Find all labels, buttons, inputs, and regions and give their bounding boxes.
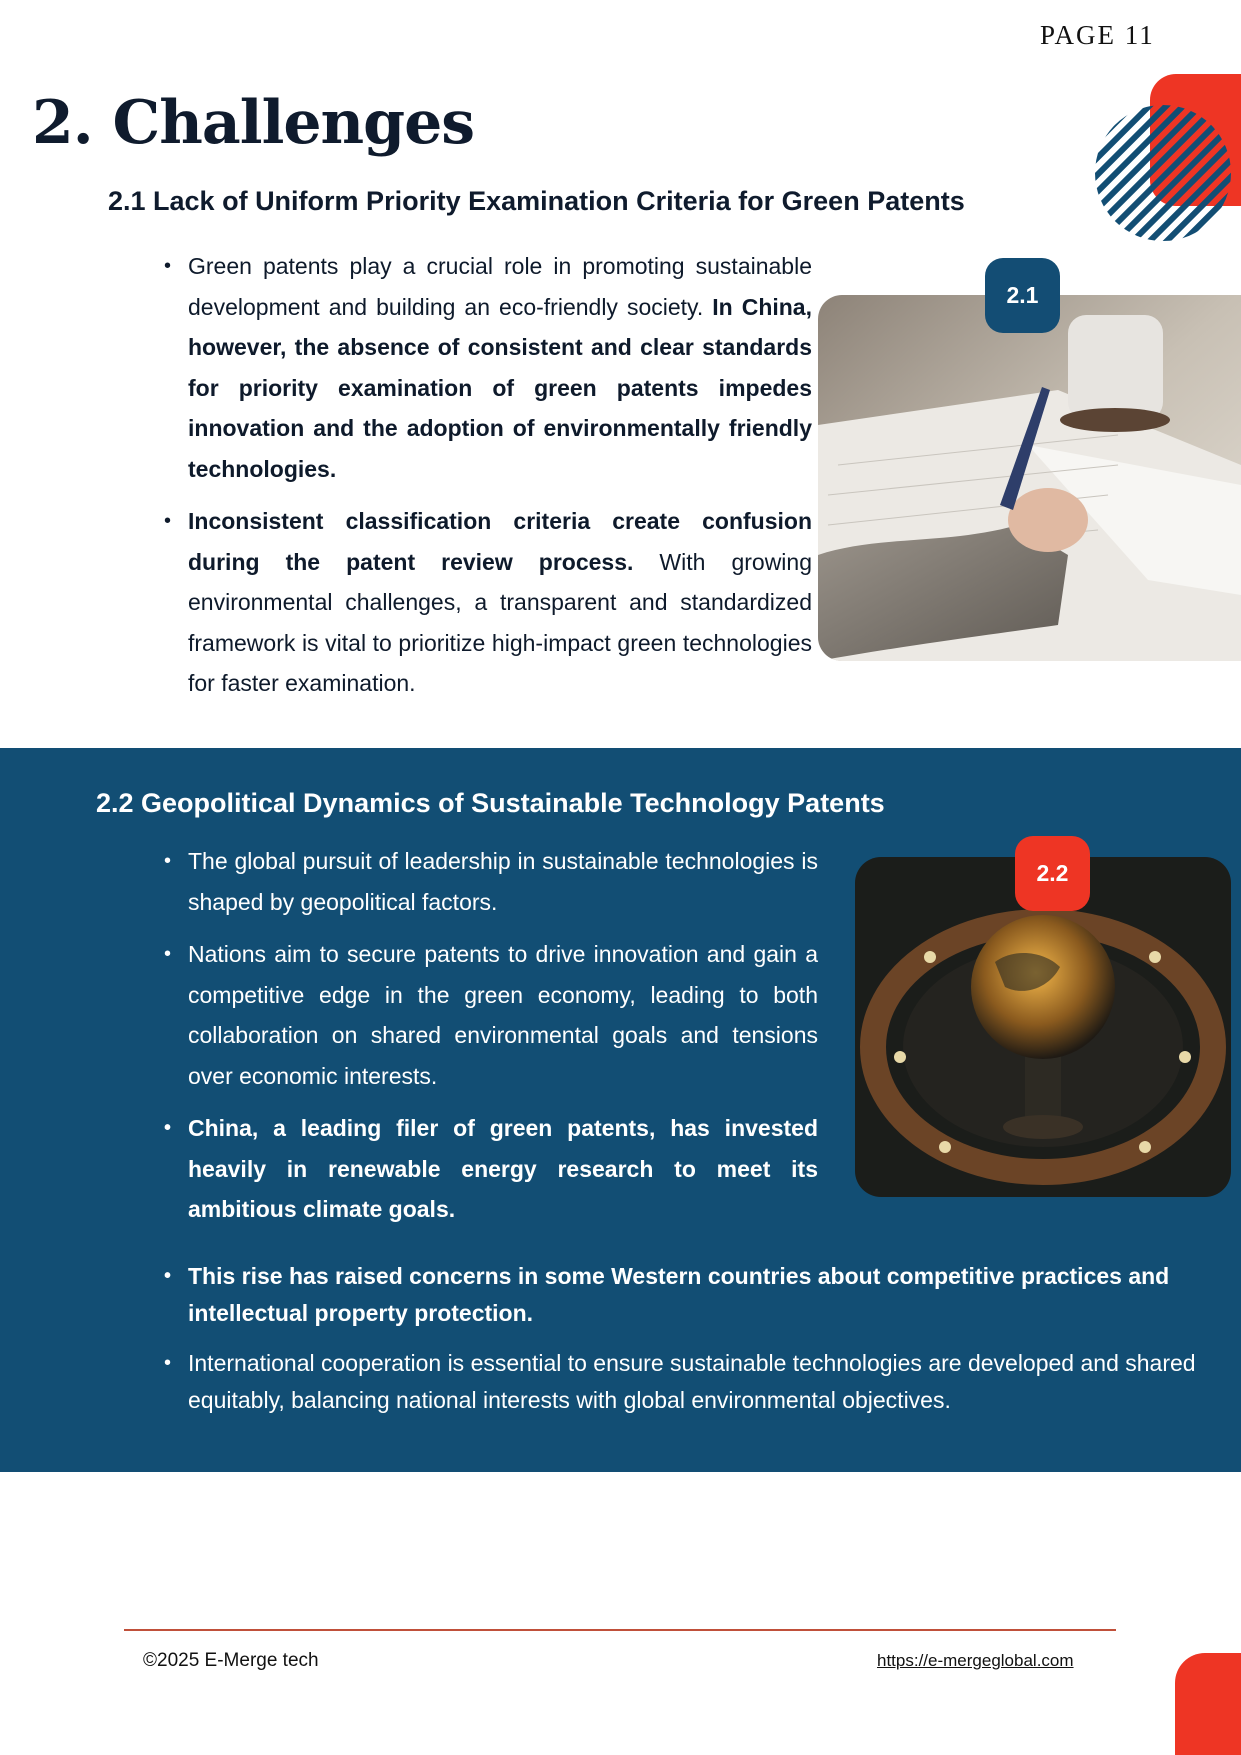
page-title: 2. Challenges: [32, 88, 475, 158]
section-2-1-heading: 2.1 Lack of Uniform Priority Examination Criteria for Green Patents: [108, 186, 965, 216]
footer-divider: [124, 1629, 1116, 1631]
writing-hand-photo: [818, 295, 1241, 661]
striped-circle-decoration: [1095, 105, 1231, 241]
decorative-red-corner: [1175, 1653, 1241, 1755]
list-item: • The global pursuit of leadership in sustainable technologies is shaped by geopolitical factors.: [188, 841, 818, 922]
section-2-1-bullets: [160, 246, 812, 716]
list-item: • Nations aim to secure patents to drive innovation and gain a competitive edge in the green economy, leading to both collaboration on shared environmental goals and tensions over economic interests.: [188, 934, 818, 1096]
list-item: • Green patents play a crucial role in promoting sustainable development and building an eco-friendly society. In China, however, the absence of consistent and clear standards for priority examination of green patents impedes innovation and the adoption of environmentally friendly technologies.: [188, 246, 812, 489]
section-2-2-badge: 2.2: [1015, 836, 1090, 911]
section-2-2-bullets: [160, 841, 818, 1242]
list-item: • This rise has raised concerns in some Western countries about competitive practices and intellectual property protection.: [188, 1258, 1198, 1332]
page-number: PAGE 11: [1040, 20, 1155, 50]
section-2-2-bullets-wide: [160, 1258, 1198, 1432]
footer-website-link[interactable]: https://e-mergeglobal.com: [877, 1651, 1074, 1670]
footer-copyright: ©2025 E-Merge tech: [143, 1650, 319, 1671]
list-item: • International cooperation is essential to ensure sustainable technologies are developed and shared equitably, balancing national interests with global environmental objectives.: [188, 1345, 1198, 1419]
section-2-1-badge: 2.1: [985, 258, 1060, 333]
list-item: • Inconsistent classification criteria create confusion during the patent review process. With growing environmental challenges, a transparent and standardized framework is vital to prioritize high-impact green technologies for faster examination.: [188, 501, 812, 704]
section-2-2-heading: 2.2 Geopolitical Dynamics of Sustainable Technology Patents: [96, 788, 885, 818]
list-item: • China, a leading filer of green patents, has invested heavily in renewable energy research to meet its ambitious climate goals.: [188, 1108, 818, 1230]
